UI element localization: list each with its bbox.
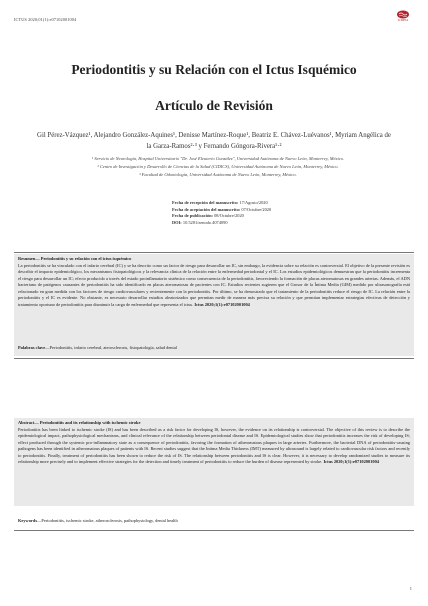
article-title: Periodontitis y su Relación con el Ictus Isquémico	[71, 62, 357, 77]
keywords-label: Keywords	[18, 518, 38, 523]
brain-logo-icon	[396, 10, 410, 19]
affiliation-2: ² Centro de Investigación y Desarrollo de Ciencias de la Salud (CIDICS), Universidad Autónoma de Nuevo León, Monterrey, México.	[97, 164, 339, 170]
resumen-text: La periodontitis se ha vinculado con el infarto cerebral (IC) y se ha descrito como un factor de riesgo para desarrollar un IC, sin embargo, la evidencia sobre su relación es controversial. El objetivo de la presente revisión es describir el impacto epidemiológico, los mecanismos fisiopatológicos y la relevancia clínica de la relación entre la enfermedad periodontal y el IC. Los estudios epidemiológicos demuestran que la periodontitis incrementa el riesgo para desarrollar un IC; efecto producido a través del estado proinflamatorio sistémico como consecuencia de la periodontitis, favoreciendo la formación de placas ateromatosas en grandes arterias. Además, el ADN bacteriano de patógenos causantes de periodontitis ha sido identificado en placas ateromatosas de pacientes con IC. Estudios recientes sugieren que el Grosor de la Íntima Media (GIM) medido por ultrasonografía está relacionado en gran medida con los factores de riesgo cardiovasculares y recientemente con la periodontitis. Por último, se ha demostrado que el tratamiento de la periodontitis reduce el riesgo de IC. La relación entre la periodontitis y el IC es evidente. No obstante, es necesario desarrollar estudios aleatorizados que permitan medir de manera más precisa su relación y que permitan implementar estrategias efectivas de detección y tratamiento oportuno de periodontitis para disminuir la carga de enfermedad que representa el ictus.	[18, 262, 410, 307]
accepted-label: Fecha de aceptación del manuscrito:	[172, 206, 241, 212]
journal-logo	[392, 10, 414, 24]
doi-link[interactable]: 10.5281/zenodo.4074090	[182, 219, 228, 225]
logo-text: SCRIPTA	[397, 19, 409, 22]
running-header	[14, 17, 414, 22]
palabras-clave: Palabras clave—Periodontitis, infarto cerebral, aterosclerosis, fisiopatología, salud dental	[14, 342, 414, 356]
accepted-date: 07/Octubre/2020	[241, 206, 272, 212]
affiliations	[44, 156, 392, 180]
affiliation-3: ³ Facultad de Odontología, Universidad Autónoma de Nuevo León, Monterrey, México.	[139, 172, 297, 178]
keywords: Keywords—Periodontitis, ischemic stroke, atherosclerosis, pathophysiology, dental health	[18, 518, 178, 523]
running-title: ICTUS 2020;01(1):e07102001004	[14, 17, 77, 22]
publication-dates	[172, 200, 332, 226]
published-date: 08/Octubre/2020	[214, 213, 244, 218]
divider	[14, 252, 414, 253]
abstract-title: Abstract— Periodontitis and its relationship with ischemic stroke	[18, 420, 141, 425]
palabras-clave-label: Palabras clave	[18, 345, 46, 350]
abstract-body	[18, 427, 410, 466]
resumen-title: Resumen— Periodontitis y su relación con el ictus isquémico	[18, 256, 132, 261]
divider	[14, 530, 414, 531]
published-label: Fecha de publicación:	[172, 213, 213, 218]
resumen-section	[14, 254, 414, 342]
keywords-text: Periodontitis, ischemic stroke, atherosclerosis, pathophysiology, dental health	[41, 518, 178, 523]
article-type: Artículo de Revisión	[155, 98, 273, 113]
page-number: 1	[409, 586, 412, 591]
abstract-citation: Ictus 2020;1(1):e07102001004	[323, 459, 379, 465]
abstract-text: Periodontitis has been linked to ischemic stroke (IS) and has been described as a risk factor for developing IS, however, the evidence on its relationship is controversial. The objective of this review is to describe the epidemiological impact, pathophysiological mechanisms, and clinical relevance of the relationship between periodontal disease and IS. Epidemiological studies show that periodontitis increases the risk of developing IS; effect produced through the systemic pro-inflammatory state as a consequence of periodontitis, favoring the formation of atheromatous plaques in large arteries. Furthermore, the bacterial DNA of periodontitis-causing pathogens has been identified in atheromatous plaques of patients with IS. Recent studies suggest that the Intima Media Thickness (IMT) measured by ultrasound is largely related to cardiovascular risk factors and recently to periodontitis. Finally, treatment of periodontitis has been shown to reduce the risk of IS. The relationship between periodontitis and IS is clear. However, it is necessary to develop randomized studies to measure its relationship more precisely and to implement effective strategies for the detection and timely treatment of periodontitis to reduce the burden of disease represented by stroke.	[18, 426, 410, 465]
doi-label: DOI:	[172, 219, 182, 225]
resumen-body	[18, 263, 410, 309]
palabras-clave-text: Periodontitis, infarto cerebral, aterosclerosis, fisiopatología, salud dental	[49, 345, 177, 350]
author-list: Gil Pérez-Vázquez¹, Alejandro González-Aquines¹, Denisse Martínez-Roque¹, Beatriz E. Chávez-Luévanos¹, Myriam Angélica de la Garza-Ramos²·³ y Fernando Góngora-Rivera¹·²	[37, 132, 391, 150]
received-label: Fecha de recepción del manuscrito:	[172, 200, 239, 205]
abstract-section	[14, 418, 414, 506]
received-date: 17/Agosto/2020	[239, 200, 268, 205]
resumen-citation: Ictus 2020;1(1):e07102001004	[194, 301, 250, 307]
divider	[14, 358, 414, 359]
affiliation-1: ¹ Servicio de Neurología, Hospital Universitario "Dr. José Eleuterio González", Universidad Autónoma de Nuevo León, Monterrey, México.	[91, 156, 345, 161]
doi-row	[172, 220, 332, 227]
